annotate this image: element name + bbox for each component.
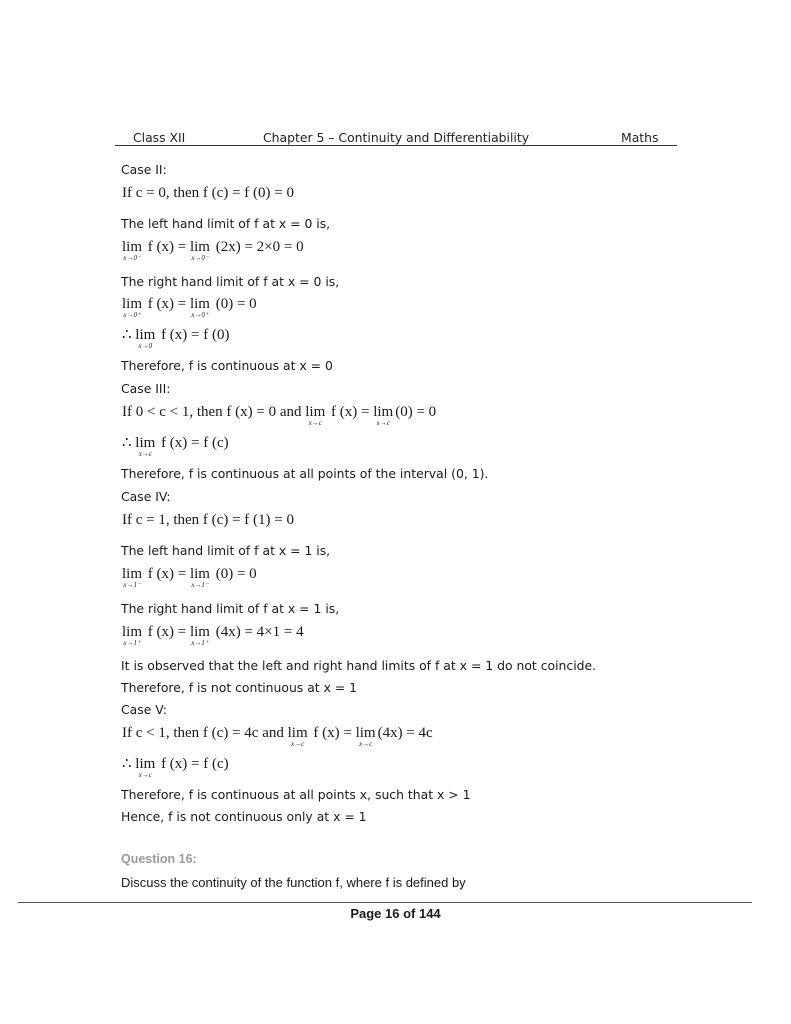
lim-operator: lim x→c [355,725,376,748]
lim-operator: lim x→0⁻ [189,239,210,262]
case2-rhl-eq: lim x→0⁺ f (x) = lim x→0⁺ (0) = 0 [122,296,257,319]
header-chapter: Chapter 5 – Continuity and Differentiability [263,130,530,145]
case5-eq1: If c < 1, then f (c) = 4c and lim x→c f (x) = lim x→c (4x) = 4c [122,725,433,748]
lim-operator: lim x→c [305,404,326,427]
case2-lhl-eq: lim x→0⁻ f (x) = lim x→0⁻ (2x) = 2×0 = 0 [122,239,304,262]
lim-operator: lim x→1⁻ [189,566,210,589]
case2-therefore-eq: ∴ lim x→0 f (x) = f (0) [122,327,230,350]
footer-rule [18,902,752,903]
question-text: Discuss the continuity of the function f, where f is defined by [121,875,466,890]
lim-operator: lim x→0 [135,327,156,350]
lim-operator: lim x→0⁺ [122,296,143,319]
case4-lhl-label: The left hand limit of f at x = 1 is, [121,543,331,558]
case5-final: Hence, f is not continuous only at x = 1 [121,809,367,824]
lim-operator: lim x→0⁻ [122,239,143,262]
lim-operator: lim x→1⁺ [122,624,143,647]
case2-conclusion: Therefore, f is continuous at x = 0 [121,358,333,373]
header-class: Class XII [133,130,186,145]
case5-title: Case V: [121,702,167,717]
case2-rhl-label: The right hand limit of f at x = 0 is, [121,274,340,289]
case3-title: Case III: [121,381,171,396]
question-label: Question 16: [121,852,197,866]
lim-operator: lim x→c [135,435,156,458]
lim-operator: lim x→1⁺ [189,624,210,647]
header-subject: Maths [621,130,659,145]
lim-operator: lim x→0⁺ [189,296,210,319]
case5-conclusion: Therefore, f is continuous at all points x, such that x > 1 [121,787,471,802]
case2-eq1: If c = 0, then f (c) = f (0) = 0 [122,185,294,201]
lim-operator: lim x→c [135,756,156,779]
case4-rhl-eq: lim x→1⁺ f (x) = lim x→1⁺ (4x) = 4×1 = 4 [122,624,304,647]
header-rule [115,145,677,146]
case5-therefore-eq: ∴ lim x→c f (x) = f (c) [122,756,229,779]
case3-conclusion: Therefore, f is continuous at all points of the interval (0, 1). [121,466,489,481]
case4-title: Case IV: [121,489,171,504]
lim-operator: lim x→1⁻ [122,566,143,589]
lim-operator: lim x→c [373,404,394,427]
case4-conclusion: Therefore, f is not continuous at x = 1 [121,680,358,695]
lim-operator: lim x→c [287,725,308,748]
case3-therefore-eq: ∴ lim x→c f (x) = f (c) [122,435,229,458]
page-number: Page 16 of 144 [350,906,441,921]
case2-title: Case II: [121,162,167,177]
case4-observation: It is observed that the left and right hand limits of f at x = 1 do not coincide. [121,658,597,673]
case3-eq1: If 0 < c < 1, then f (x) = 0 and lim x→c f (x) = lim x→c (0) = 0 [122,404,437,427]
case4-eq1: If c = 1, then f (c) = f (1) = 0 [122,512,294,528]
case4-rhl-label: The right hand limit of f at x = 1 is, [121,601,340,616]
case2-lhl-label: The left hand limit of f at x = 0 is, [121,216,331,231]
case4-lhl-eq: lim x→1⁻ f (x) = lim x→1⁻ (0) = 0 [122,566,257,589]
